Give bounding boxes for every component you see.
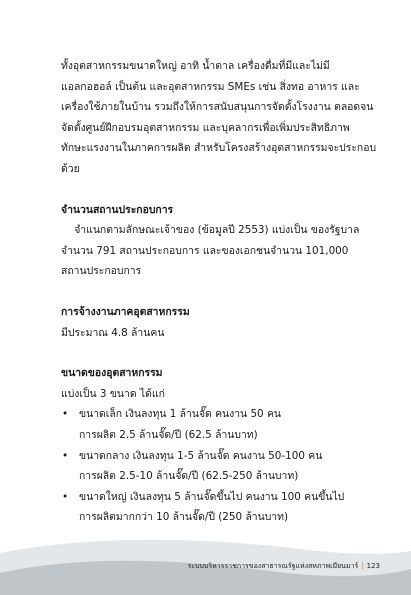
establishments-line: จำนวน 791 สถานประกอบการ และของเอกชนจำนวน 101,000 xyxy=(61,244,349,257)
establishments-line: สถานประกอบการ xyxy=(61,265,142,278)
size-list-item xyxy=(61,487,357,528)
bullet-icon: • xyxy=(62,449,69,462)
size-list xyxy=(61,404,357,528)
intro-line: แอลกอฮอล์ เป็นต้น และอุตสาหกรรม SMEs เช่น สิ่งทอ อาหาร และ xyxy=(61,80,360,93)
page-footer xyxy=(160,561,380,572)
size-item-line2: การผลิต 2.5-10 ล้านจั๊ด/ปี (62.5-250 ล้านบาท) xyxy=(79,470,299,483)
establishments-line: จำแนกตามลักษณะเจ้าของ (ข้อมูลปี 2553) แบ่งเป็น ของรัฐบาล xyxy=(61,224,360,237)
establishments-heading: จำนวนสถานประกอบการ xyxy=(61,203,174,216)
intro-line: ด้วย xyxy=(61,162,80,175)
bullet-icon: • xyxy=(62,408,69,421)
size-list-item xyxy=(61,446,357,487)
intro-paragraph xyxy=(61,56,377,180)
establishments-paragraph xyxy=(61,220,360,282)
intro-line: เครื่องใช้ภายในบ้าน รวมถึงให้การสนับสนุนการจัดตั้งโรงงาน ตลอดจน xyxy=(61,101,374,114)
size-item-line1: ขนาดเล็ก เงินลงทุน 1 ล้านจั๊ด คนงาน 50 คน xyxy=(79,408,282,421)
size-item-line1: ขนาดกลาง เงินลงทุน 1-5 ล้านจั๊ด คนงาน 50-100 คน xyxy=(79,449,323,462)
size-item-line2: การผลิตมากกว่า 10 ล้านจั๊ด/ปี (250 ล้านบาท) xyxy=(79,511,289,524)
footer-wave-decoration xyxy=(0,525,411,595)
size-item-line2: การผลิต 2.5 ล้านจั๊ด/ปี (62.5 ล้านบาท) xyxy=(79,428,258,441)
bullet-icon: • xyxy=(62,490,69,503)
footer-separator: | xyxy=(361,562,364,570)
employment-text: มีประมาณ 4.8 ล้านคน xyxy=(61,326,165,339)
intro-line: ทักษะแรงงานในภาคการผลิต สำหรับโครงสร้างอุตสาหกรรมจะประกอบ xyxy=(61,142,377,155)
page-content xyxy=(61,56,377,528)
footer-title: ระบบบริหารราชการของสาธารณรัฐแห่งสหภาพเมียนมาร์ xyxy=(187,562,359,570)
employment-heading: การจ้างงานภาคอุตสาหกรรม xyxy=(61,305,190,318)
size-item-line1: ขนาดใหญ่ เงินลงทุน 5 ล้านจั๊ดขึ้นไป คนงาน 100 คนขึ้นไป xyxy=(79,490,345,503)
sizes-intro: แบ่งเป็น 3 ขนาด ได้แก่ xyxy=(61,387,165,400)
intro-line: จัดตั้งศูนย์ฝึกอบรมอุตสาหกรรม และบุคลากรเพื่อเพิ่มประสิทธิภาพ xyxy=(61,121,350,134)
size-list-item xyxy=(61,404,357,445)
sizes-heading: ขนาดของอุตสาหกรรม xyxy=(61,367,163,380)
page-number: 123 xyxy=(366,562,380,570)
intro-line: ทั้งอุตสาหกรรมขนาดใหญ่ อาทิ น้ำตาล เครื่องดื่มที่มีและไม่มี xyxy=(61,60,330,72)
